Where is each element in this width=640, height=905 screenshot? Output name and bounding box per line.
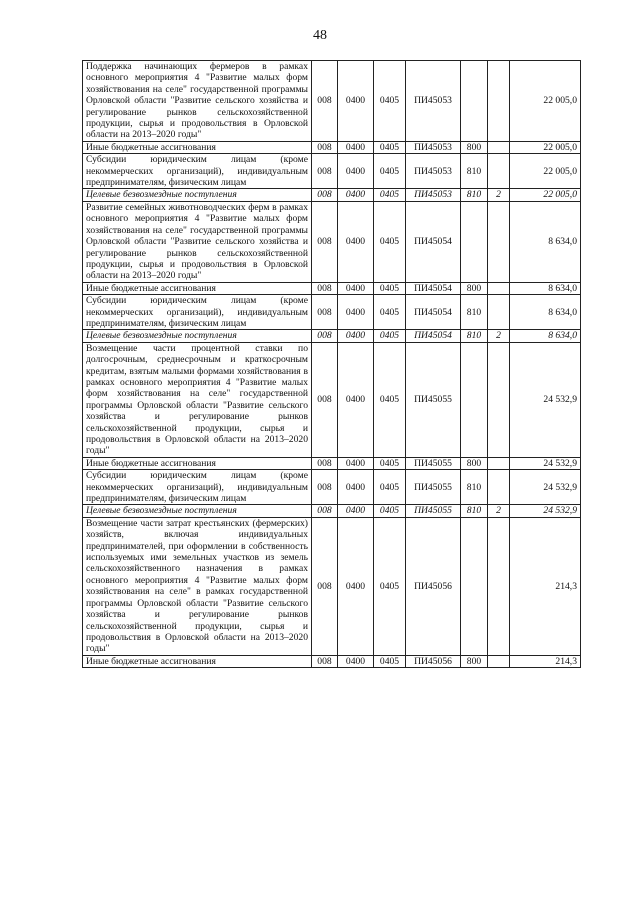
cell-source [488, 201, 510, 282]
cell-pr: 0405 [374, 61, 406, 142]
cell-name: Развитие семейных животноводческих ферм в рамках основного мероприятия 4 "Развитие малых форм хозяйствования на селе" государственной программы Орловской области "Развитие сельского хозяйства и регулирование рынков сельскохозяйственной продукции, сырья и продовольствия в Орловской области на 2013–2020 годы" [83, 201, 312, 282]
cell-source [488, 517, 510, 655]
cell-csr: ПИ45053 [406, 154, 461, 189]
cell-name: Целевые безвозмездные поступления [83, 330, 312, 342]
cell-ved: 008 [312, 505, 338, 517]
cell-ved: 008 [312, 655, 338, 667]
cell-rz: 0400 [338, 189, 374, 201]
cell-csr: ПИ45055 [406, 470, 461, 505]
cell-name: Целевые безвозмездные поступления [83, 505, 312, 517]
cell-vr [461, 201, 488, 282]
cell-vr: 810 [461, 330, 488, 342]
cell-source: 2 [488, 505, 510, 517]
table-row [83, 201, 581, 282]
cell-pr: 0405 [374, 282, 406, 294]
table-row [83, 189, 581, 201]
cell-ved: 008 [312, 295, 338, 330]
cell-rz: 0400 [338, 330, 374, 342]
table-row [83, 282, 581, 294]
cell-pr: 0405 [374, 141, 406, 153]
cell-rz: 0400 [338, 655, 374, 667]
cell-ved: 008 [312, 189, 338, 201]
cell-amount: 24 532,9 [510, 457, 581, 469]
cell-rz: 0400 [338, 201, 374, 282]
cell-vr: 810 [461, 505, 488, 517]
cell-name: Иные бюджетные ассигнования [83, 655, 312, 667]
cell-vr: 800 [461, 655, 488, 667]
cell-ved: 008 [312, 61, 338, 142]
table-row [83, 141, 581, 153]
cell-rz: 0400 [338, 457, 374, 469]
cell-vr: 810 [461, 295, 488, 330]
table-row [83, 154, 581, 189]
cell-name: Иные бюджетные ассигнования [83, 457, 312, 469]
cell-ved: 008 [312, 330, 338, 342]
cell-pr: 0405 [374, 505, 406, 517]
cell-name: Субсидии юридическим лицам (кроме некоммерческих организаций), индивидуальным предпринимателям, физическим лицам [83, 295, 312, 330]
cell-pr: 0405 [374, 295, 406, 330]
table-body [83, 61, 581, 668]
cell-csr: ПИ45053 [406, 189, 461, 201]
page-number: 48 [313, 28, 327, 43]
cell-source: 2 [488, 189, 510, 201]
cell-source [488, 342, 510, 457]
table-row [83, 457, 581, 469]
cell-vr [461, 61, 488, 142]
cell-csr: ПИ45055 [406, 342, 461, 457]
cell-rz: 0400 [338, 505, 374, 517]
cell-ved: 008 [312, 342, 338, 457]
cell-vr [461, 517, 488, 655]
cell-rz: 0400 [338, 282, 374, 294]
cell-source [488, 457, 510, 469]
cell-source [488, 295, 510, 330]
table-row [83, 342, 581, 457]
cell-rz: 0400 [338, 141, 374, 153]
cell-rz: 0400 [338, 517, 374, 655]
cell-vr: 810 [461, 189, 488, 201]
cell-csr: ПИ45054 [406, 330, 461, 342]
cell-vr [461, 342, 488, 457]
cell-rz: 0400 [338, 154, 374, 189]
cell-ved: 008 [312, 517, 338, 655]
cell-amount: 22 005,0 [510, 154, 581, 189]
cell-csr: ПИ45056 [406, 655, 461, 667]
cell-name: Субсидии юридическим лицам (кроме некоммерческих организаций), индивидуальным предпринимателям, физическим лицам [83, 154, 312, 189]
cell-ved: 008 [312, 470, 338, 505]
cell-name: Иные бюджетные ассигнования [83, 282, 312, 294]
cell-rz: 0400 [338, 295, 374, 330]
cell-csr: ПИ45055 [406, 457, 461, 469]
cell-amount: 24 532,9 [510, 470, 581, 505]
cell-vr: 810 [461, 154, 488, 189]
table-row [83, 330, 581, 342]
cell-ved: 008 [312, 141, 338, 153]
cell-name: Поддержка начинающих фермеров в рамках основного мероприятия 4 "Развитие малых форм хозяйствования на селе" государственной программы Орловской области "Развитие сельского хозяйства и регулирование рынков сельскохозяйственной продукции, сырья и продовольствия в Орловской области на 2013–2020 годы" [83, 61, 312, 142]
cell-pr: 0405 [374, 330, 406, 342]
cell-amount: 24 532,9 [510, 342, 581, 457]
cell-name: Субсидии юридическим лицам (кроме некоммерческих организаций), индивидуальным предпринимателям, физическим лицам [83, 470, 312, 505]
cell-ved: 008 [312, 201, 338, 282]
cell-source [488, 61, 510, 142]
cell-source: 2 [488, 330, 510, 342]
cell-csr: ПИ45054 [406, 201, 461, 282]
cell-ved: 008 [312, 282, 338, 294]
budget-table [82, 60, 581, 668]
cell-csr: ПИ45054 [406, 295, 461, 330]
cell-ved: 008 [312, 154, 338, 189]
cell-csr: ПИ45056 [406, 517, 461, 655]
cell-amount: 8 634,0 [510, 201, 581, 282]
cell-pr: 0405 [374, 342, 406, 457]
table-row [83, 505, 581, 517]
cell-amount: 214,3 [510, 517, 581, 655]
cell-csr: ПИ45055 [406, 505, 461, 517]
cell-amount: 8 634,0 [510, 295, 581, 330]
cell-rz: 0400 [338, 470, 374, 505]
cell-source [488, 655, 510, 667]
cell-amount: 214,3 [510, 655, 581, 667]
cell-amount: 22 005,0 [510, 189, 581, 201]
cell-rz: 0400 [338, 61, 374, 142]
cell-pr: 0405 [374, 457, 406, 469]
cell-pr: 0405 [374, 655, 406, 667]
cell-name: Возмещение части затрат крестьянских (фермерских) хозяйств, включая индивидуальных предпринимателей, при оформлении в собственность используемых ими земельных участков из земель сельскохозяйственного назначения в рамках основного мероприятия 4 "Развитие малых форм хозяйствования на селе" в рамках государственной программы Орловской области "Развитие сельского хозяйства и регулирование рынков сельскохозяйственной продукции, сырья и продовольствия в Орловской области на 2013–2020 годы" [83, 517, 312, 655]
table-row [83, 61, 581, 142]
cell-source [488, 154, 510, 189]
table-row [83, 655, 581, 667]
cell-amount: 8 634,0 [510, 330, 581, 342]
cell-pr: 0405 [374, 189, 406, 201]
cell-name: Возмещение части процентной ставки по долгосрочным, среднесрочным и краткосрочным кредитам, взятым малыми формами хозяйствования в рамках основного мероприятия 4 "Развитие малых форм хозяйствования на селе" государственной программы Орловской области "Развитие сельского хозяйства и регулирование рынков сельскохозяйственной продукции, сырья и продовольствия в Орловской области на 2013–2020 годы" [83, 342, 312, 457]
cell-pr: 0405 [374, 470, 406, 505]
cell-vr: 800 [461, 141, 488, 153]
cell-csr: ПИ45054 [406, 282, 461, 294]
cell-name: Иные бюджетные ассигнования [83, 141, 312, 153]
cell-ved: 008 [312, 457, 338, 469]
cell-vr: 800 [461, 457, 488, 469]
cell-source [488, 470, 510, 505]
cell-amount: 24 532,9 [510, 505, 581, 517]
cell-rz: 0400 [338, 342, 374, 457]
table-row [83, 517, 581, 655]
cell-amount: 22 005,0 [510, 61, 581, 142]
cell-pr: 0405 [374, 201, 406, 282]
cell-csr: ПИ45053 [406, 61, 461, 142]
cell-amount: 8 634,0 [510, 282, 581, 294]
cell-csr: ПИ45053 [406, 141, 461, 153]
cell-vr: 810 [461, 470, 488, 505]
cell-amount: 22 005,0 [510, 141, 581, 153]
table-row [83, 295, 581, 330]
table-row [83, 470, 581, 505]
cell-pr: 0405 [374, 154, 406, 189]
cell-pr: 0405 [374, 517, 406, 655]
cell-source [488, 282, 510, 294]
cell-name: Целевые безвозмездные поступления [83, 189, 312, 201]
cell-vr: 800 [461, 282, 488, 294]
cell-source [488, 141, 510, 153]
